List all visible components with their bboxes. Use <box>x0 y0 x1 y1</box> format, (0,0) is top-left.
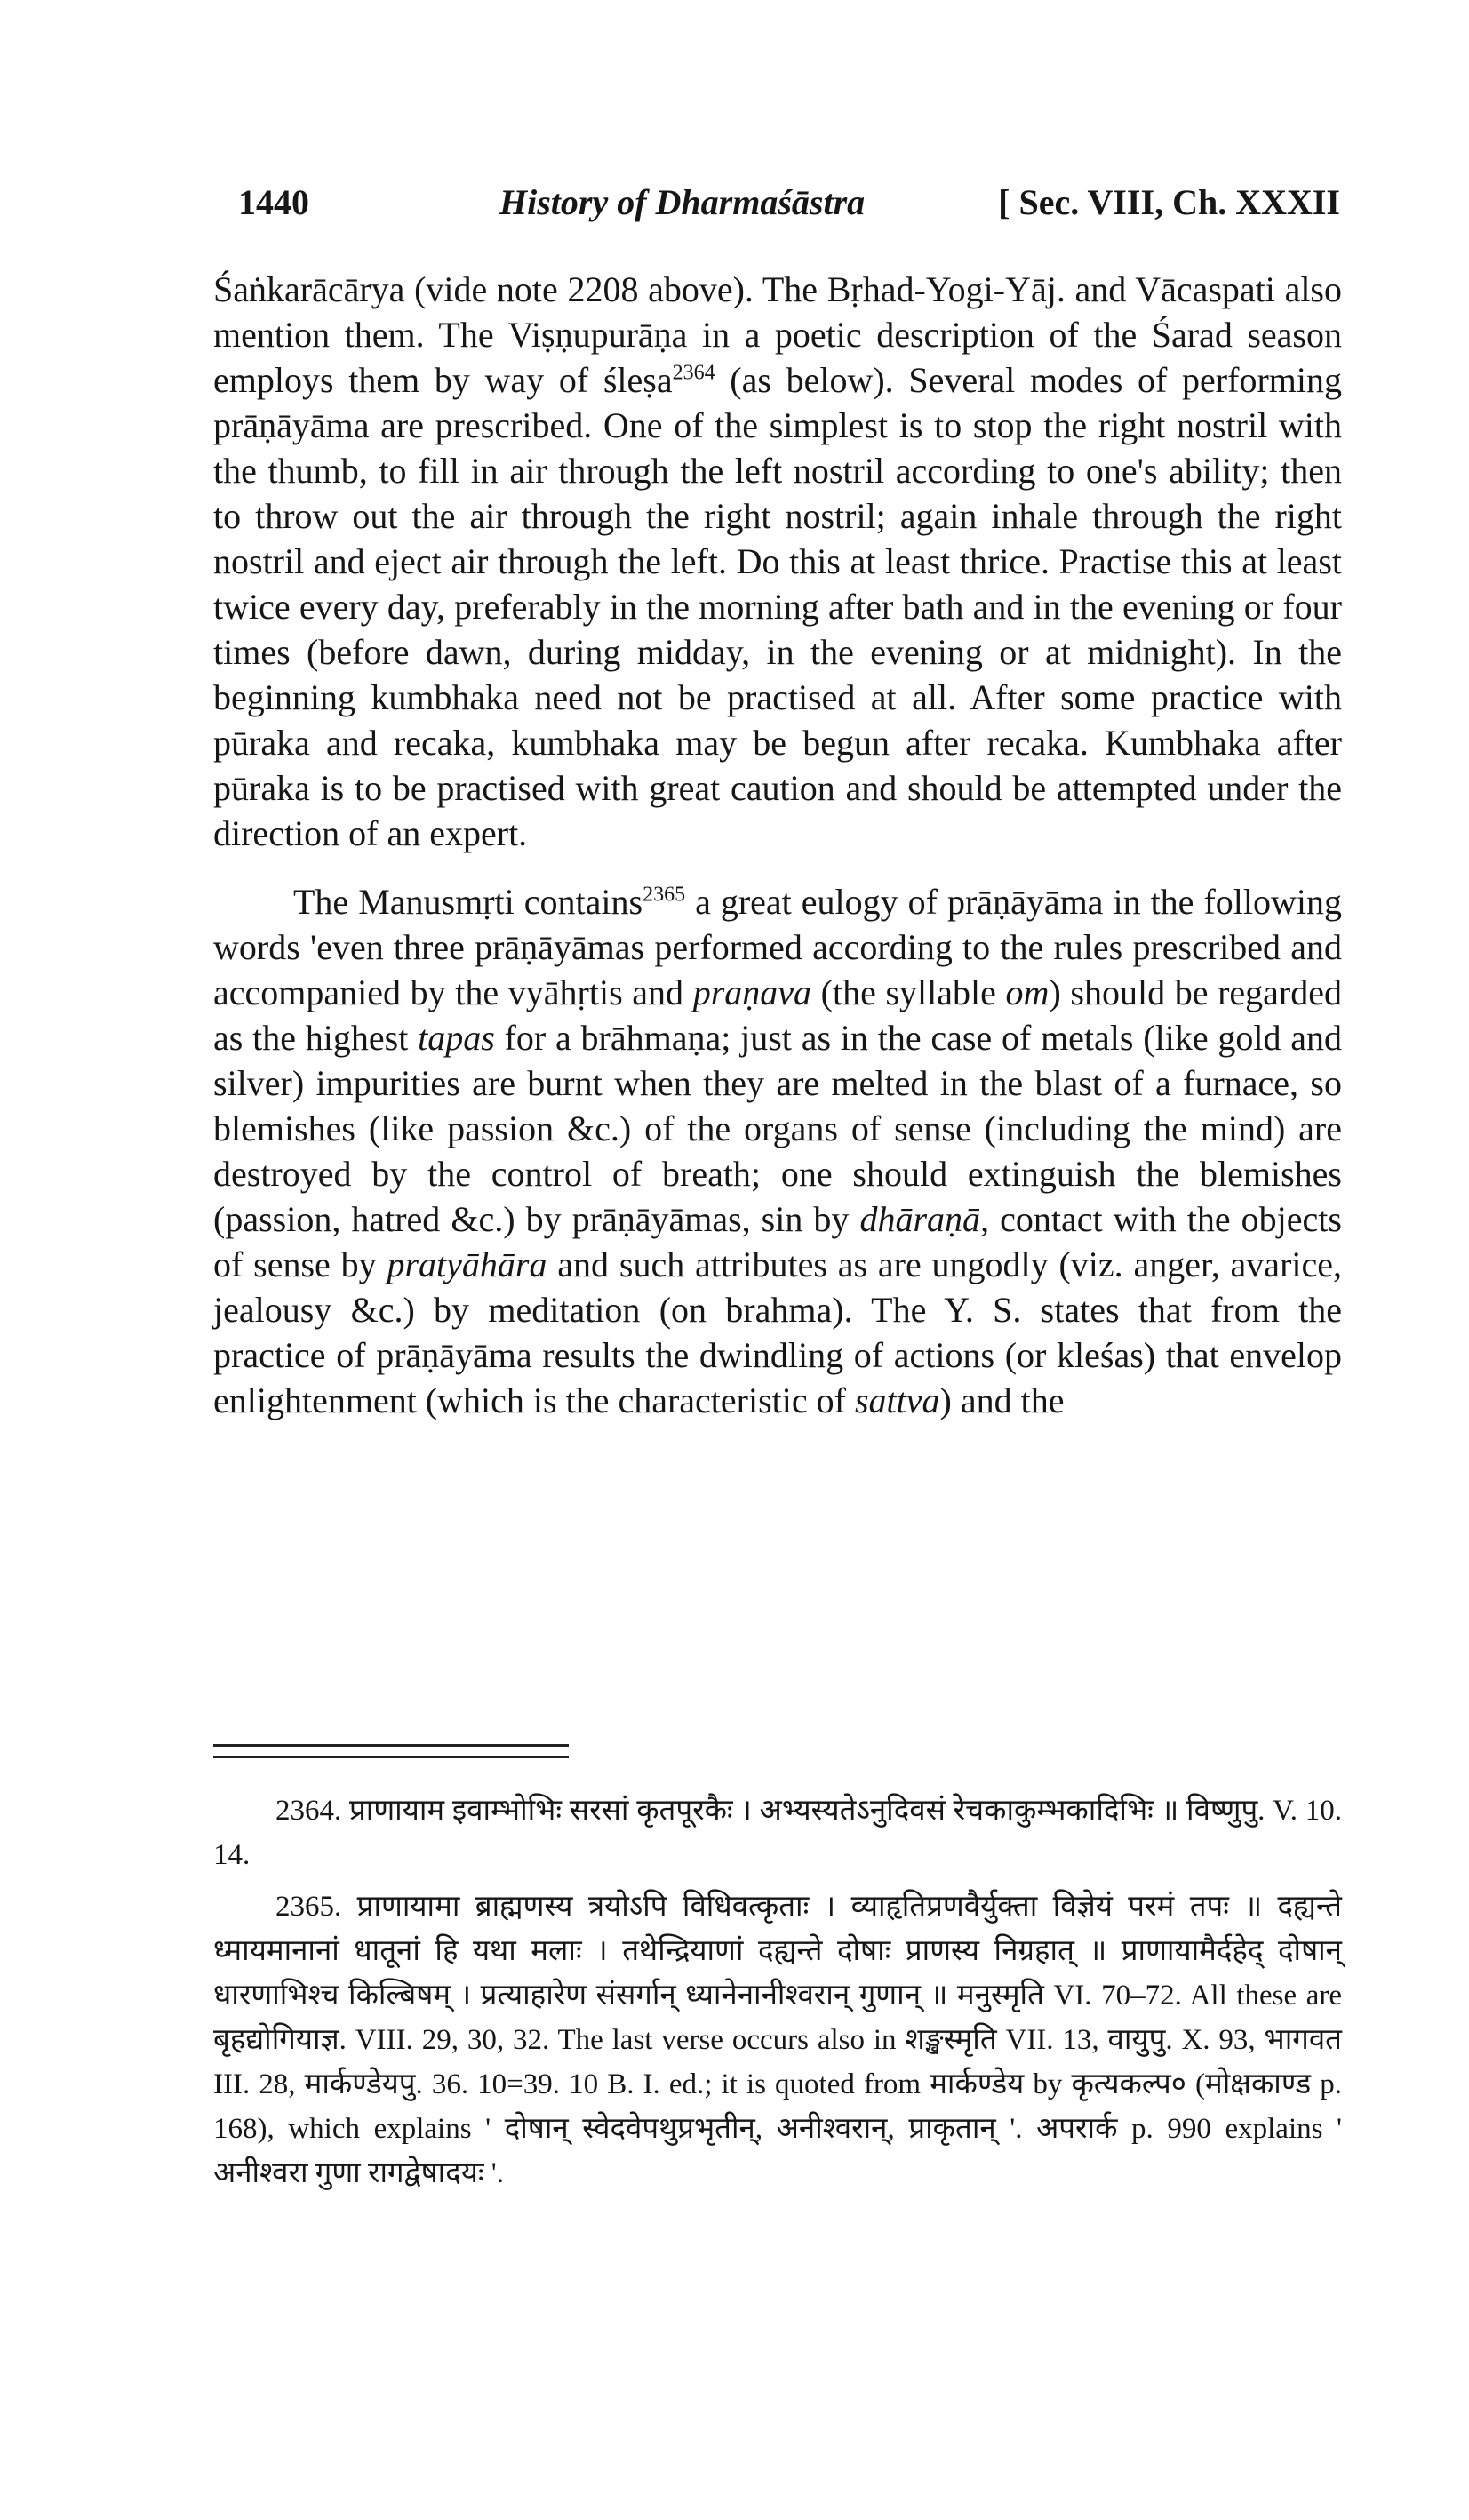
text-run: (as below). Several modes of performing prāṇāyāma are prescribed. One of the simplest is to stop the right nostril with the thumb, to fill in air through the left nostril according to one's ability; then to throw out the air through the right nostril; again inhale through the right nostril and eject air through the left. Do this at least thrice. Practise this at least twice every day, preferably in the morning after bath and in the evening or four times (before dawn, during midday, in the evening or at midnight). In the beginning kumbhaka need not be practised at all. After some practice with pūraka and recaka, kumbhaka may be begun after recaka. Kumbhaka after pūraka is to be practised with great caution and should be attempted under the direction of an expert. <box>213 360 1342 853</box>
italic-term: pratyāhāra <box>387 1244 547 1284</box>
text-run: ) should be regarded as the highest <box>213 972 1343 1058</box>
paragraph-1 <box>213 267 1342 856</box>
italic-term: sattva <box>854 1380 940 1420</box>
footnote-ref-2365: 2365 <box>643 883 686 907</box>
text-run: for a brāhmaṇa; just as in the case of metals (like gold and silver) impurities are burnt when they are melted in the blast of a furnace, so blemishes (like passion &c.) of the organs of sense (including the mind) are destroyed by the control of breath; one should extinguish the blemishes (passion, hatred &c.) by prāṇāyāmas, sin by <box>213 1018 1343 1239</box>
italic-term: dhāraṇā, <box>859 1199 990 1239</box>
text-run: Śaṅkarācārya (vide note 2208 above). The Bṛhad-Yogi-Yāj. and Vācaspati also mention them. The Viṣṇupurāṇa in a poetic description of the Śarad season employs them by way of śleṣa <box>213 269 1342 400</box>
text-run: (the syllable <box>811 972 1006 1012</box>
footnote-divider <box>213 1744 569 1758</box>
section-label: [ Sec. VIII, Ch. XXXII <box>998 182 1340 222</box>
footnotes <box>213 1788 1342 2203</box>
italic-term: praṇava <box>692 972 812 1012</box>
text-run: and such attributes as are ungodly (viz. anger, avarice, jealousy &c.) by meditation (on brahma). The Y. S. states that from the practice of prāṇāyāma results the dwindling of actions (or kleśas) that envelop enlightenment (which is the characteristic of <box>213 1244 1343 1420</box>
text-run: ) and the <box>939 1380 1065 1420</box>
footnote-2365: 2365. प्राणायामा ब्राह्मणस्य त्रयोऽपि विधिवत्कृताः । व्याहृतिप्रणवैर्युक्ता विज्ञेयं परमं तपः ॥ दह्यन्ते ध्मायमानानां धातूनां हि यथा मलाः । तथेन्द्रियाणां दह्यन्ते दोषाः प्राणस्य निग्रहात् ॥ प्राणायामैर्दहेद् दोषान् धारणाभिश्च किल्बिषम् । प्रत्याहारेण संसर्गान् ध्यानेनानीश्वरान् गुणान् ॥ मनुस्मृति VI. 70–72. All these are बृहद्योगियाज्ञ. VIII. 29, 30, 32. The last verse occurs also in शङ्खस्मृति VII. 13, वायुपु. X. 93, भागवत III. 28, मार्कण्डेयपु. 36. 10=39. 10 B. I. ed.; it is quoted from मार्कण्डेय by कृत्यकल्प० (मोक्षकाण्ड p. 168), which explains ' दोषान् स्वेदवेपथुप्रभृतीन्, अनीश्वरान्, प्राकृतान् '. अपरार्क p. 990 explains ' अनीश्वरा गुणा रागद्वेषादयः '. <box>213 1891 1342 2189</box>
main-text <box>213 267 1342 1423</box>
text-run: The Manusmṛti contains <box>293 882 643 922</box>
footnote-ref-2364: 2364 <box>672 361 715 385</box>
footnote-2364: 2364. प्राणायाम इवाम्भोभिः सरसां कृतपूरकैः । अभ्यस्यतेऽनुदिवसं रेचकाकुम्भकादिभिः ॥ विष्णुपु. V. 10. 14. <box>213 1795 1342 1871</box>
text-run: contact with the objects of sense by <box>213 1199 1342 1284</box>
page-number: 1440 <box>238 182 309 222</box>
paragraph-2 <box>213 879 1342 1423</box>
italic-term: tapas <box>418 1018 495 1058</box>
italic-term: om <box>1005 972 1050 1012</box>
running-header <box>238 178 1340 240</box>
book-title: History of Dharmaśāstra <box>499 182 866 222</box>
text-run: a great eulogy of prāṇāyāma in the following words 'even three prāṇāyāmas performed according to the rules prescribed and accompanied by the vyāhṛtis and <box>213 882 1342 1012</box>
